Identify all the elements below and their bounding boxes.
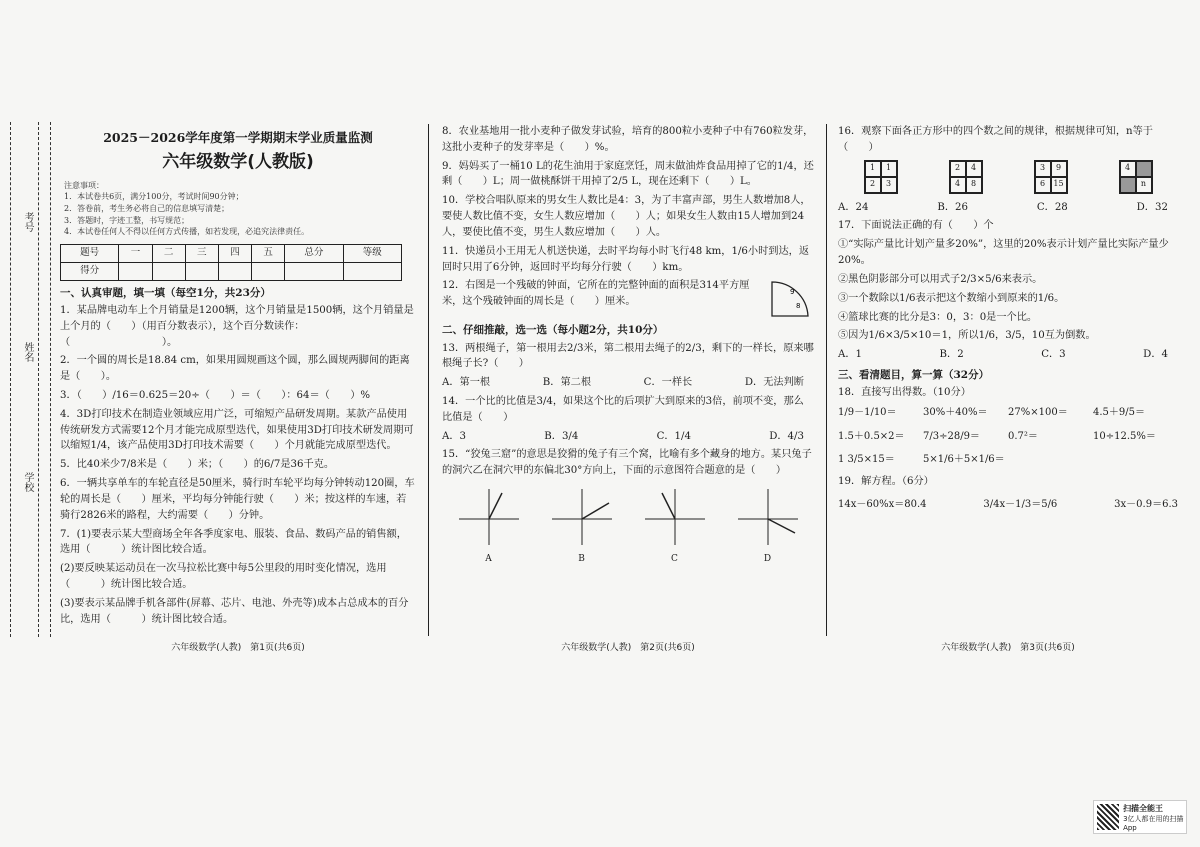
scanner-sub: 3亿人都在用的扫描App — [1123, 814, 1184, 832]
question-6: 6．一辆共享单车的车轮直径是50厘米，骑行时车轮平均每分钟转动120圈，车轮的周长是（ ）厘米，平均每分钟能行驶（ ）米；按这样的车速，若骑行2826米的路程，大约需要（ ）分钟。 — [60, 478, 415, 521]
option-c[interactable]: C．3 — [1041, 349, 1066, 361]
diagram-label: B — [578, 554, 585, 565]
question-17: 17．下面说法正确的有（ ）个 — [838, 220, 994, 232]
direction-diagram-a — [454, 485, 524, 547]
option-d[interactable]: D．4 — [1143, 349, 1168, 361]
equation: 3/4x－1/3＝5/6 — [983, 499, 1058, 511]
score-cell[interactable] — [343, 262, 401, 280]
statement-4: ④篮球比赛的比分是3：0，3：0是一个比。 — [838, 311, 1038, 323]
column-divider — [428, 124, 429, 636]
calc-item: 4.5＋9/5＝ — [1093, 407, 1145, 419]
number-grid — [1119, 160, 1153, 194]
question-15: 15．“狡兔三窟”的意思是狡猾的兔子有三个窝，比喻有多个藏身的地方。某只兔子的洞穴乙在洞穴甲的东偏北30°方向上，下面的示意图符合题意的是（ ） — [442, 449, 812, 477]
score-header: 一 — [119, 244, 152, 262]
diagram-label: C — [671, 554, 678, 565]
grid-cell: 4 — [950, 177, 966, 193]
exam-title: 2025－2026学年度第一学期期末学业质量监测 — [103, 130, 373, 145]
question-7-part-2: (2)要反映某运动员在一次马拉松比赛中每5公里段的用时变化情况，选用（ ）统计图比较合适。 — [60, 563, 387, 590]
question-4: 4．3D打印技术在制造业领域应用广泛，可缩短产品研发周期。某款产品使用传统研发方式需要12个月才能完成原型迭代，如果使用3D打印技术研发周期可以缩短1/4，该产品使用3D打印技术需要（ ）个月就能完成原型迭代。 — [60, 408, 414, 452]
grid-cell: 2 — [865, 177, 881, 193]
grid-cell: 2 — [950, 161, 966, 177]
grid-cell: 1 — [865, 161, 881, 177]
option-a[interactable]: A．3 — [442, 430, 467, 442]
diagram-c[interactable] — [640, 485, 710, 567]
statement-2: ②黑色阴影部分可以用式子2/3×5/6来表示。 — [838, 273, 1043, 285]
option-d[interactable]: D．无法判断 — [744, 377, 804, 389]
page-1-footer: 六年级数学(人教) 第1页(共6页) — [171, 643, 305, 653]
question-19: 19．解方程。（6分） — [838, 475, 934, 487]
calc-item: 1/9－1/10＝ — [838, 407, 897, 419]
question-11: 11．快递员小王用无人机送快递，去时平均每小时飞行48 km，1/6小时到达，返回时只用了6分钟，返回时平均每分行驶（ ）km。 — [442, 245, 810, 273]
scanner-text — [1123, 803, 1186, 832]
question-7-part-3: (3)要表示某品牌手机各部件(屏幕、芯片、电池、外壳等)成本占总成本的百分比，选用（ ）统计图比较合适。 — [60, 597, 409, 625]
grid-cell: 8 — [966, 177, 982, 193]
binding-strip — [8, 122, 56, 637]
equations-row — [838, 497, 1178, 513]
note-line: 4．本试卷任何人不得以任何方式传播，如若发现，必追究法律责任。 — [64, 227, 310, 237]
statement-3: ③一个数除以1/6表示把这个数缩小到原来的1/6。 — [838, 292, 1065, 304]
note-line: 3．答题时，字迹工整，书写规范； — [64, 215, 190, 225]
question-3: 3．（ ）/16＝0.625＝20÷（ ）＝（ ）：64＝（ ）% — [60, 390, 371, 402]
statement-1: ①“实际产量比计划产量多20%”，这里的20%表示计划产量比实际产量少20%。 — [838, 239, 1169, 267]
calc-item: 1.5＋0.5×2＝ — [838, 430, 905, 442]
exam-notes — [64, 180, 416, 238]
option-b[interactable]: B．2 — [939, 349, 964, 361]
diagram-a[interactable] — [454, 485, 524, 567]
number-grid — [864, 160, 898, 194]
qr-code-icon — [1097, 804, 1119, 830]
binding-dashed-line — [38, 122, 39, 637]
question-14-options — [442, 429, 814, 445]
option-c[interactable]: C．一样长 — [643, 377, 693, 389]
direction-diagram-d — [733, 485, 803, 547]
binding-dashed-line — [50, 122, 51, 637]
question-2: 2．一个圆的周长是18.84 cm，如果用圆规画这个圆，那么圆规两脚间的距离是（ ）。 — [60, 355, 410, 383]
score-header: 题号 — [61, 244, 119, 262]
question-8: 8．农业基地用一批小麦种子做发芽试验，培育的800粒小麦种子中有760粒发芽，这批小麦种子的发芽率是（ ）%。 — [442, 126, 814, 153]
question-17-options — [838, 347, 1178, 363]
score-cell[interactable] — [152, 262, 185, 280]
scanner-watermark — [1093, 800, 1187, 834]
grid-cell: n — [1136, 177, 1152, 193]
calc-item: 10÷12.5%＝ — [1093, 430, 1156, 442]
score-table — [60, 244, 402, 281]
section-2-heading: 二、仔细推敲，选一选（每小题2分，共10分） — [442, 324, 664, 337]
diagram-label: D — [763, 554, 772, 565]
direction-diagram-c — [640, 485, 710, 547]
broken-clock-figure — [768, 278, 814, 318]
grid-cell: 3 — [1035, 161, 1051, 177]
calc-item: 27%×100＝ — [1008, 407, 1068, 419]
page-1-column — [60, 124, 416, 630]
note-line: 注意事项： — [64, 180, 104, 190]
question-14: 14．一个比的比值是3/4，如果这个比的后项扩大到原来的3倍，前项不变，那么比值是（ ） — [442, 396, 804, 423]
option-d[interactable]: D．4/3 — [769, 430, 804, 442]
option-a[interactable]: A．第一根 — [442, 377, 491, 389]
grid-cell: 1 — [881, 161, 897, 177]
binding-dashed-line — [10, 122, 11, 637]
note-line: 2．答卷前，考生务必将自己的信息填写清楚； — [64, 203, 230, 213]
score-header: 总分 — [285, 244, 343, 262]
question-13: 13．两根绳子，第一根用去2/3米，第二根用去绳子的2/3，剩下的一样长，原来哪根绳子长?（ ） — [442, 342, 814, 370]
direction-diagrams — [442, 485, 814, 567]
score-header: 四 — [218, 244, 251, 262]
score-cell[interactable] — [285, 262, 343, 280]
question-18: 18．直接写出得数。（10分） — [838, 387, 971, 399]
score-cell[interactable] — [185, 262, 218, 280]
equation: 3x－0.9＝6.3 — [1114, 499, 1178, 511]
diagram-b[interactable] — [547, 485, 617, 567]
number-grid — [1034, 160, 1068, 194]
diagram-label: A — [485, 554, 492, 565]
section-3-heading: 三、看清题目，算一算（32分） — [838, 368, 990, 381]
svg-text:9: 9 — [790, 288, 795, 297]
grid-cell: 15 — [1051, 177, 1067, 193]
number-grids — [838, 160, 1178, 194]
option-d[interactable]: D．32 — [1136, 201, 1168, 213]
question-10: 10．学校合唱队原来的男女生人数比是4：3，为了丰富声部，男生人数增加8人，要使人数比值不变，女生人数应增加（ ）人；如果女生人数由15人增加到24人，要使比值不变，男生人数应增加（ ）人。 — [442, 195, 811, 238]
score-header: 二 — [152, 244, 185, 262]
question-12: 12．右图是一个残破的钟面，它所在的完整钟面的面积是314平方厘米，这个残破钟面的周长是（ ）厘米。 — [442, 280, 750, 308]
question-13-options — [442, 375, 814, 391]
question-7-part-1: 7．(1)要表示某大型商场全年各季度家电、服装、食品、数码产品的销售额，选用（ ）统计图比较合适。 — [60, 528, 407, 556]
column-divider — [826, 124, 827, 636]
question-1: 1．某品牌电动车上个月销量是1200辆，这个月销量是1500辆，这个月销量是上个月的（ ）（用百分数表示），这个百分数读作：（ ）。 — [60, 304, 414, 348]
option-b[interactable]: B．第二根 — [542, 377, 592, 389]
question-16: 16．观察下面各正方形中的四个数之间的规律，根据规律可知，n等于（ ） — [838, 126, 1153, 153]
grid-cell: 4 — [966, 161, 982, 177]
direction-diagram-b — [547, 485, 617, 547]
number-grid — [949, 160, 983, 194]
score-header: 三 — [185, 244, 218, 262]
score-cell[interactable] — [119, 262, 152, 280]
grid-cell-shaded — [1120, 177, 1136, 193]
binding-label-exam-no: 考号 — [22, 212, 33, 232]
question-16-options — [838, 200, 1178, 216]
option-c[interactable]: C．28 — [1036, 201, 1068, 213]
calc-item: 30%＋40%＝ — [923, 407, 988, 419]
score-cell[interactable] — [252, 262, 285, 280]
score-row-label: 得分 — [61, 262, 119, 280]
option-c[interactable]: C．1/4 — [656, 430, 691, 442]
diagram-d[interactable] — [733, 485, 803, 567]
binding-label-name: 姓名 — [22, 342, 33, 362]
grid-cell: 6 — [1035, 177, 1051, 193]
grid-cell: 3 — [881, 177, 897, 193]
grid-cell: 9 — [1051, 161, 1067, 177]
statement-5: ⑤因为1/6×3/5×10＝1，所以1/6，3/5，10互为倒数。 — [838, 330, 1096, 342]
equation: 14x－60%x＝80.4 — [838, 499, 927, 511]
exam-subtitle: 六年级数学(人教版) — [162, 152, 314, 173]
scanner-name: 扫描全能王 — [1123, 803, 1164, 813]
grid-cell-shaded — [1136, 161, 1152, 177]
calc-item: 5×1/6＋5×1/6＝ — [923, 454, 1005, 466]
note-line: 1．本试卷共6页，满分100分，考试时间90分钟； — [64, 192, 244, 202]
page-3-column — [838, 124, 1178, 513]
score-header: 等级 — [343, 244, 401, 262]
question-9: 9．妈妈买了一桶10 L的花生油用于家庭烹饪，周末做油炸食品用掉了它的1/4，还剩（ ）L；周一做桃酥饼干用掉了2/5 L，现在还剩下（ ）L。 — [442, 160, 814, 188]
calc-item: 0.7²＝ — [1008, 430, 1038, 442]
grid-cell: 4 — [1120, 161, 1136, 177]
page-3-footer: 六年级数学(人教) 第3页(共6页) — [941, 643, 1075, 653]
option-b[interactable]: B．26 — [937, 201, 968, 213]
question-12-row — [442, 278, 814, 318]
page-2-footer: 六年级数学(人教) 第2页(共6页) — [561, 643, 695, 653]
section-1-heading: 一、认真审题，填一填（每空1分，共23分） — [60, 286, 271, 299]
binding-label-school: 学校 — [22, 472, 33, 492]
calc-item: 1 3/5×15＝ — [838, 454, 895, 466]
option-a[interactable]: A．24 — [838, 201, 869, 213]
mental-calculation-grid — [838, 405, 1178, 468]
option-b[interactable]: B．3/4 — [544, 430, 579, 442]
option-a[interactable]: A．1 — [838, 349, 863, 361]
score-cell[interactable] — [218, 262, 251, 280]
question-5: 5．比40米少7/8米是（ ）米；（ ）的6/7是36千克。 — [60, 459, 335, 471]
svg-text:8: 8 — [796, 302, 801, 311]
page-2-column — [442, 124, 814, 567]
score-header: 五 — [252, 244, 285, 262]
calc-item: 7/3÷28/9＝ — [923, 430, 980, 442]
